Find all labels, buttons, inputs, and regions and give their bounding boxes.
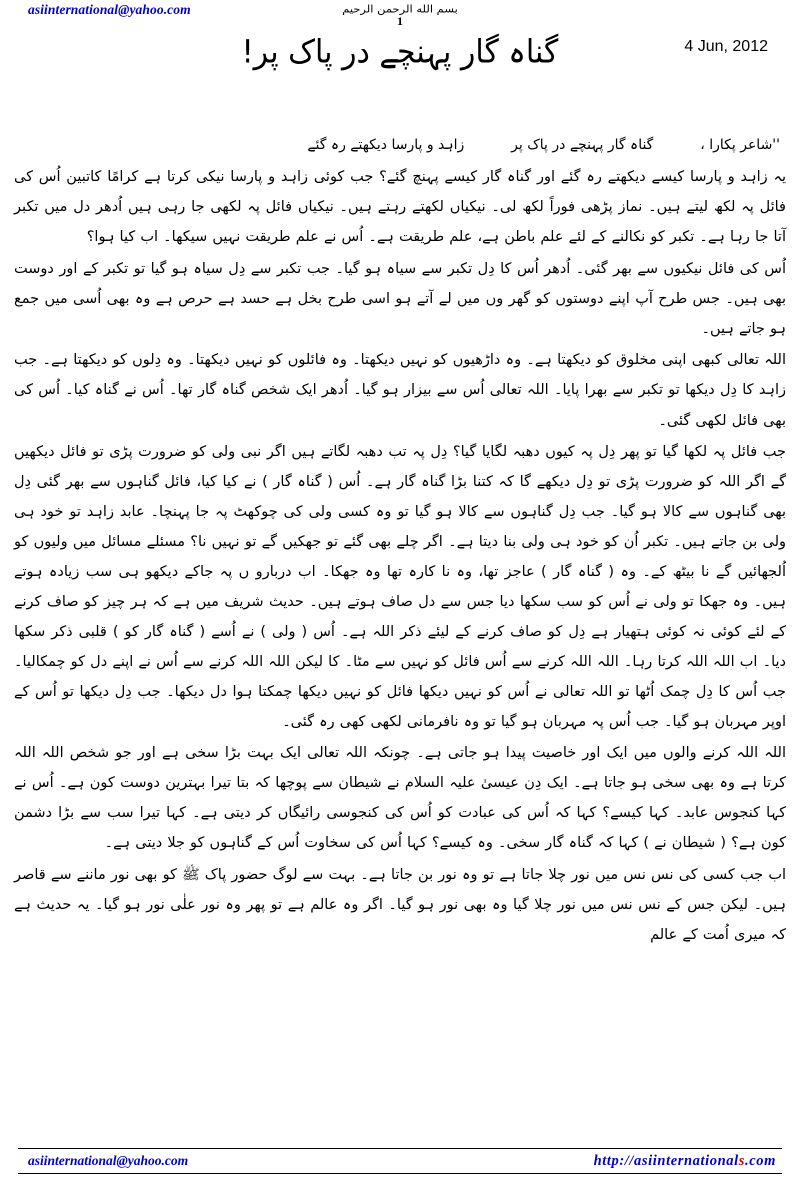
footer-email-address[interactable]: asiinternational@yahoo.com xyxy=(28,1153,189,1168)
bismillah-text: بسم الله الرحمن الرحيم xyxy=(342,2,458,16)
article-paragraph: اب جب کسی کی نس نس میں نور چلا جاتا ہے تو وہ نور بن جاتا ہے۔ بہت سے لوگ حضور پاک ﷺ کو بھی نور ماننے سے قاصر ہیں۔ لیکن جس کے نس نس میں نور چلا گیا وہ بھی نور ہو گیا۔ اگر وہ عالم ہے تو پھر وہ نور علٰی نور ہو گیا۔ یہ حدیث ہے کہ میری اُمت کے عالم xyxy=(14,866,786,944)
article-paragraph: جب فائل پہ لکھا گیا تو پھر دِل پہ کیوں دھبہ لگایا گیا؟ دِل پہ تب دھبہ لگاتے ہیں اگر نبی ولی کو ضرورت پڑی تو فائل دیکھیں گے اگر اللہ کو ضرورت پڑی تو دِل دیکھے گا کہ کتنا بڑا گناہ گار ہے۔ اُس ( گناہ گار ) نے کیا کیا، فائل گناہوں سے بھر گئی دِل بھی گناہوں سے کالا ہو گیا۔ جب دِل گناہوں سے کالا ہو گیا تو وہ کسی ولی کی چوکھٹ پہ جا پہنچا۔ عابد زاہد تو خود ہی ولی بن جاتے ہیں۔ تکبر اُن کو خود ہی ولی بنا دیتا ہے۔ اگر چلے بھی گئے تو جھکیں گے تو نہیں نا؟ مسئلے مسائل میں ولیوں کو اُلجھائیں گے نا بیٹھ کے۔ وہ ( گناہ گار ) عاجز تھا، وہ نا کارہ تھا وہ جھکا۔ اب دربارو ں پہ جاکے دیکھو ہی سب زیادہ ہوتے ہیں۔ وہ جھکا تو ولی نے اُس کو سب سکھا دیا جس سے دل صاف ہوتے ہیں۔ حدیث شریف میں ہے کہ ہر چیز کو صاف کرنے کے لئے کوئی نہ کوئی ہتھیار ہے دِل کو صاف کرنے کے لیئے ذکر اللہ ہے۔ اُس ( ولی ) نے اُسے ( گناہ گار کو ) قلبی ذکر سکھا دیا۔ اب اللہ اللہ کرتا رہا۔ اللہ اللہ کرنے سے اُس فائل کو نہیں سے مٹا۔ کا لیکن اللہ اللہ کرنے سے اُس نے اپنے دل کو چمکالیا۔ جب اُس کا دِل چمک اُٹھا تو اللہ تعالی نے اُس کو نہیں دیکھا فائل کو نہیں دیکھا چمکتا ہوا دل دیکھا۔ جب دِل دیکھا تو اُس کے اوپر مہربان ہو گیا۔ جب اُس پہ مہربان ہو گیا تو وہ نافرمانی لکھی کھی رہ گئی۔ xyxy=(14,443,786,730)
page-title xyxy=(0,34,800,72)
page-title-text: گناہ گار پہنچے در پاک پر! xyxy=(241,33,559,72)
page-header xyxy=(0,0,800,92)
article-paragraph: اللہ اللہ کرنے والوں میں ایک اور خاصیت پیدا ہو جاتی ہے۔ چونکہ اللہ تعالی ایک بہت بڑا سخی ہے اور جو شخص اللہ اللہ کرتا ہے وہ بھی سخی ہو جاتا ہے۔ ایک دِن عیسیٰ علیہ السلام نے شیطان سے پوچھا کہ بتا تیرا بہترین دوست کون ہے۔ اُس نے کہا کنجوس عابد۔ کہا کیسے؟ کہا کہ اُس کی عبادت کو اُس کی کنجوسی رائیگاں کر دیتی ہے۔ کہا تیرا سب سے بڑا دشمن کون ہے؟ ( شیطان نے ) کہا کہ گناہ گار سخی۔ وہ کیسے؟ کہا اُس کی سخاوت اُس کے گناہوں کو جلا دیتی ہے۔ xyxy=(14,744,786,852)
verse-part-3: زاہد و پارسا دیکھتے رہ گئے xyxy=(307,137,465,153)
publication-date: 4 Jun, 2012 xyxy=(684,38,768,55)
url-segment-tld: .com xyxy=(745,1153,776,1169)
verse-part-2: گناہ گار پہنچے در پاک پر xyxy=(511,137,654,153)
footer-row xyxy=(18,1153,782,1170)
footer-divider-top xyxy=(18,1148,782,1149)
poetry-verse-line xyxy=(14,130,786,162)
verse-part-1: ''شاعر پکارا ، xyxy=(700,137,780,153)
article-paragraph: اللہ تعالی کبھی اپنی مخلوق کو دیکھتا ہے۔ وہ داڑھیوں کو نہیں دیکھتا۔ وہ فائلوں کو نہیں دیکھتا۔ وہ دِلوں کو دیکھتا ہے۔ جب زاہد کا دِل دیکھا تو تکبر سے بھرا پایا۔ اللہ تعالی اُس سے بیزار ہو گیا۔ اُدھر ایک شخص گناہ گار تھا۔ اُس نے گناہ کیا۔ اُس کی بھی فائل لکھی گئی۔ xyxy=(14,352,786,429)
article-paragraph: اُس کی فائل نیکیوں سے بھر گئی۔ اُدھر اُس کا دِل تکبر سے سیاہ ہو گیا۔ جب تکبر سے دِل سیاہ ہو گیا تو تکبر کے اور دوست بھی ہیں۔ جس طرح آپ اپنے دوستوں کو گھر وں میں لے آتے ہو اسی طرح بخل ہے حسد ہے حرص ہے وہ بھی اُسی میں جمع ہو جاتے ہیں۔ xyxy=(14,260,786,338)
page-number: 1 xyxy=(397,14,403,28)
page-footer xyxy=(18,1148,782,1174)
header-email-address[interactable]: asiinternational@yahoo.com xyxy=(28,2,191,17)
url-segment-protocol-domain: http://asiinternational xyxy=(593,1153,739,1169)
article-paragraph: یہ زاہد و پارسا کیسے دیکھتے رہ گئے اور گناہ گار کیسے پہنچ گئے؟ جب کوئی زاہد و پارسا نیکی کرتا ہے کرامًا کاتبین اُس کی فائل پہ لکھ لیتے ہیں۔ نماز پڑھی فوراً لکھ لی۔ نیکیاں لکھتے رہتے ہیں۔ نیکیاں فائل پہ لکھی جا رہی ہیں اُدھر دل میں تکبر آتا جا رہا ہے۔ تکبر کو نکالنے کے لئے علم باطن ہے، علم طریقت ہے۔ اُس نے علم طریقت نہیں سیکھا۔ اب کیا ہوا؟ xyxy=(14,169,786,246)
url-segment-highlight: s xyxy=(738,1153,745,1169)
footer-website-url[interactable] xyxy=(594,1153,782,1170)
footer-divider-bottom xyxy=(18,1173,782,1174)
article-body xyxy=(14,130,786,951)
